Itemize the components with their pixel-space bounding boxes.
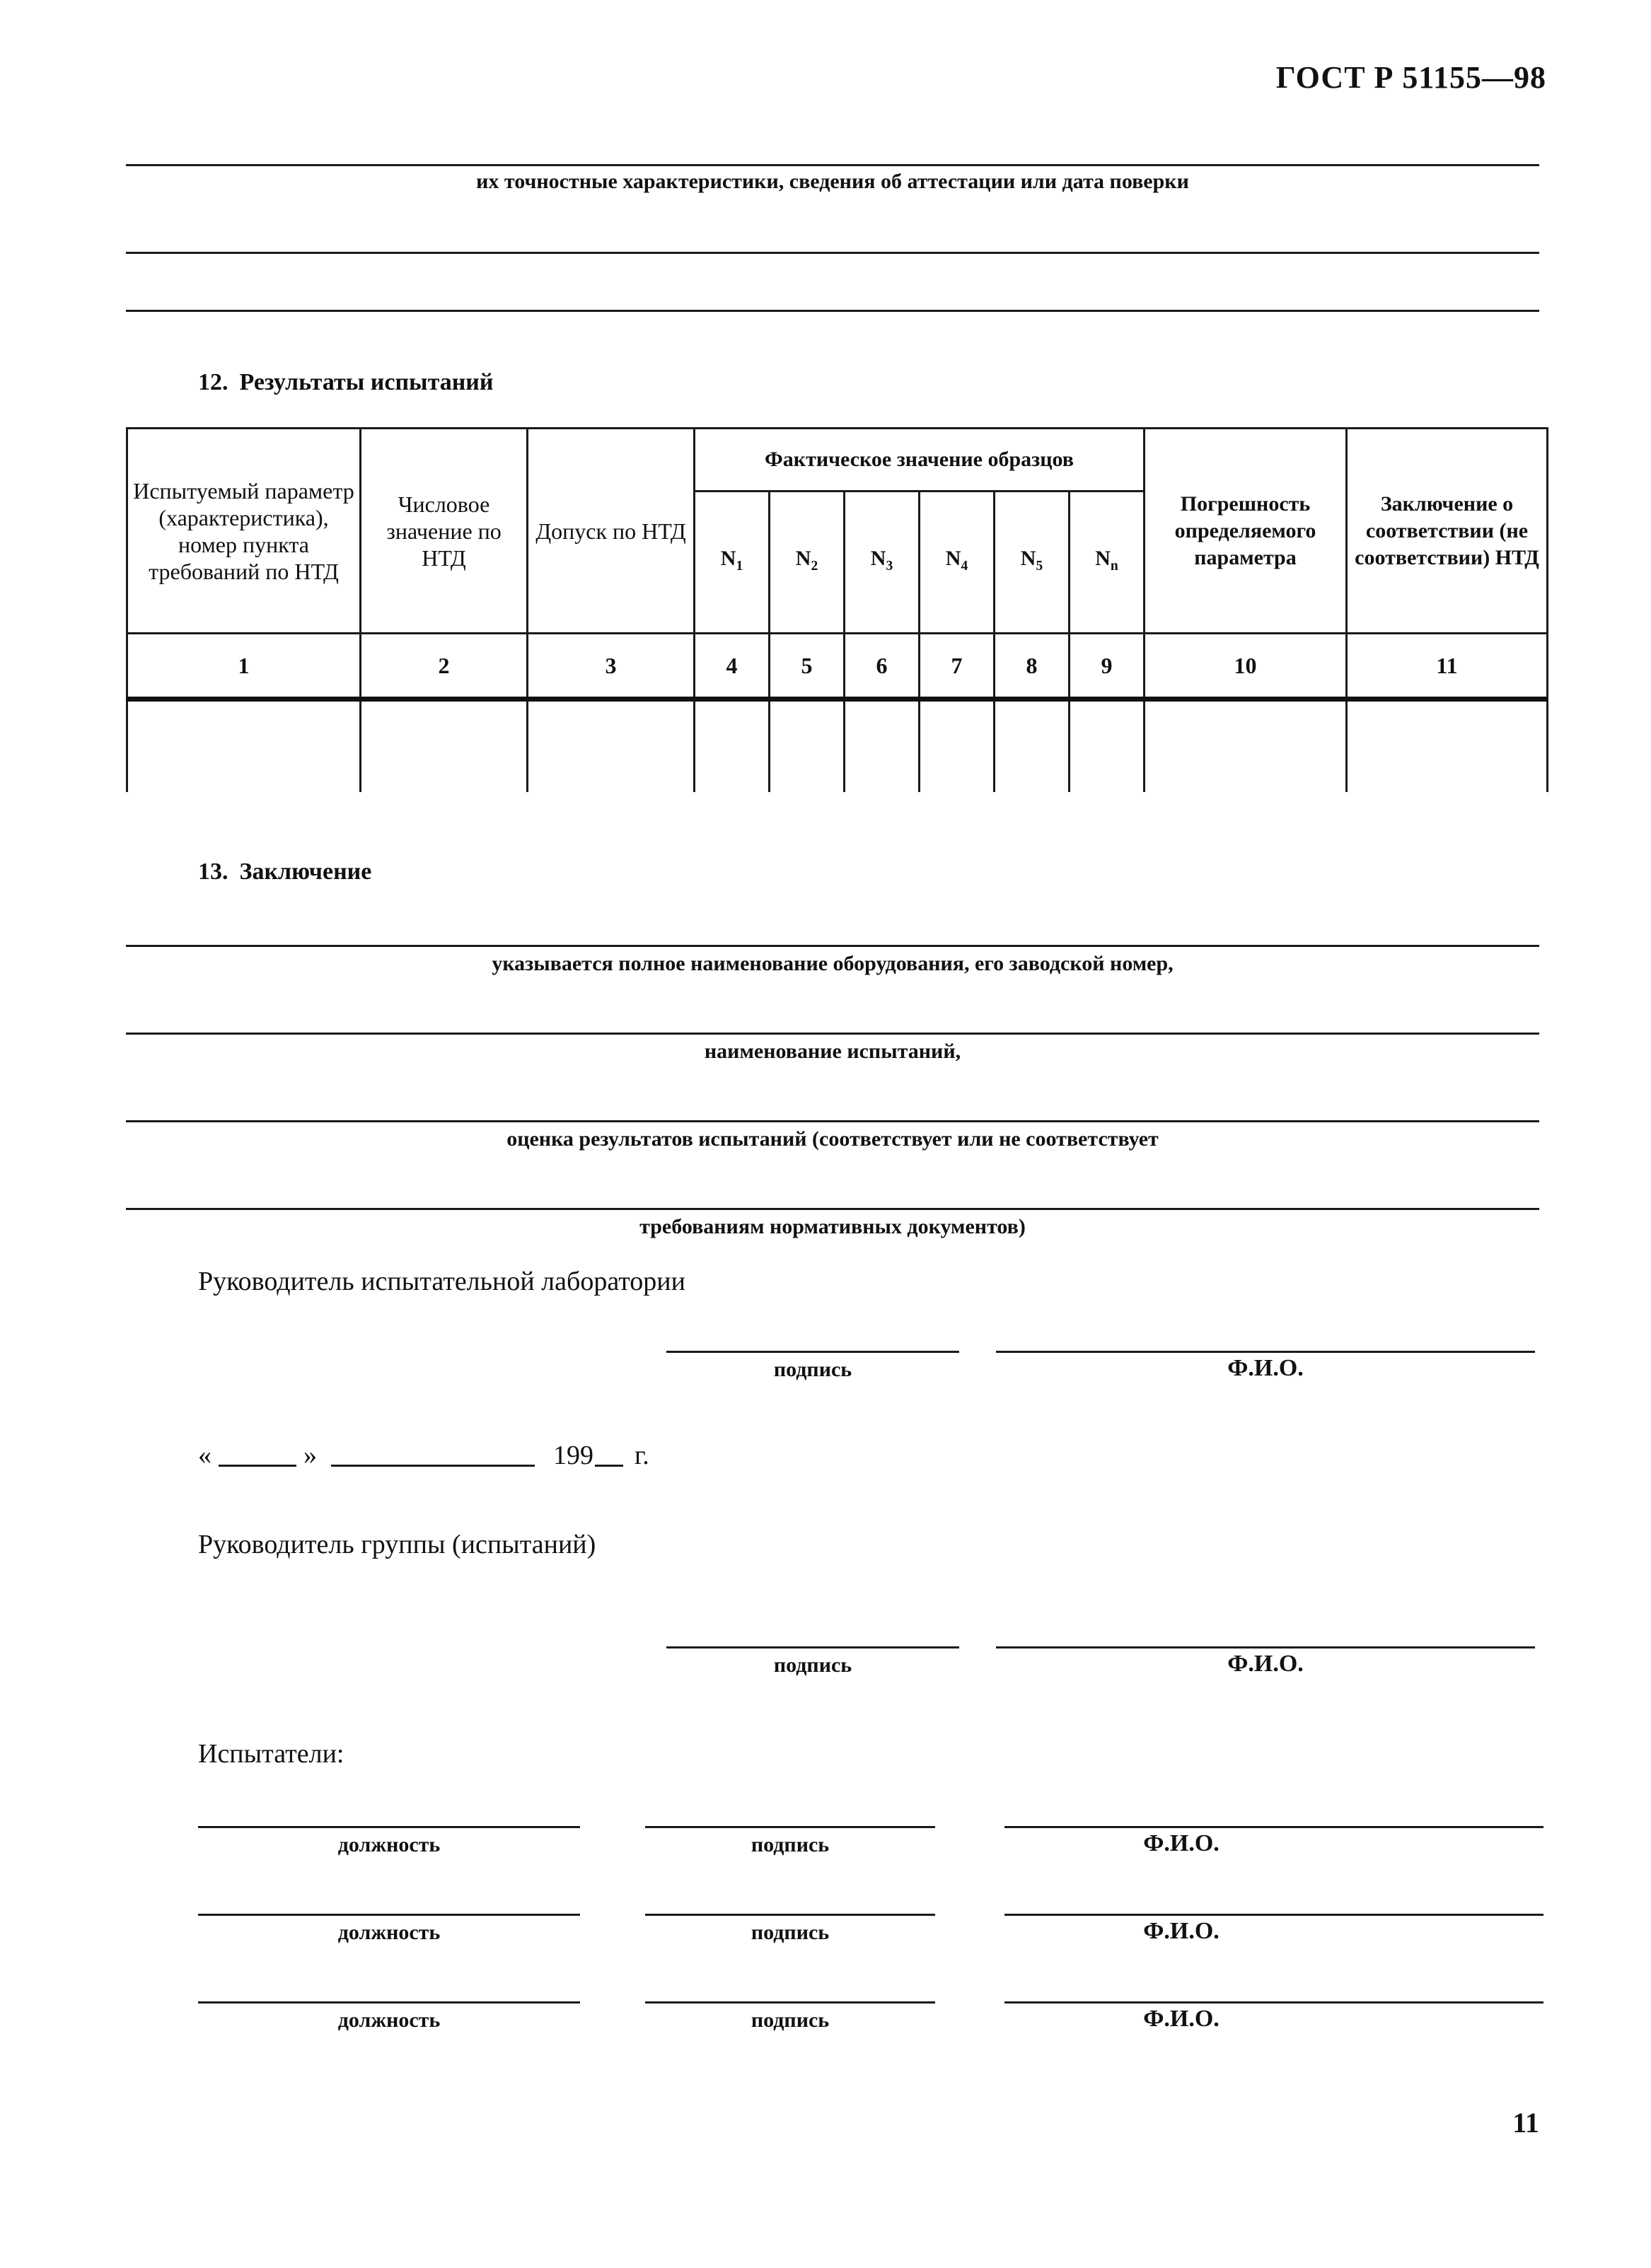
table-cell (845, 699, 920, 793)
signature-caption: подпись (751, 2008, 830, 2032)
column-number: 8 (995, 634, 1070, 699)
column-number: 1 (127, 634, 361, 699)
sample-header-cell: $N_n$ (1070, 492, 1145, 634)
name-line (1004, 2001, 1543, 2004)
signature-line (645, 1826, 935, 1828)
position-caption: должность (337, 1921, 441, 1944)
signature-line (645, 2001, 935, 2004)
year-prefix: 199 (553, 1441, 593, 1470)
fill-line (126, 1208, 1539, 1210)
section-13-number: 13. (198, 859, 228, 885)
open-quote: « (198, 1441, 212, 1470)
group-head-label: Руководитель группы (испытаний) (198, 1530, 596, 1559)
month-blank (331, 1465, 535, 1467)
table-cell (1145, 699, 1347, 793)
section-12-label: Результаты испытаний (239, 369, 494, 395)
fill-line (126, 164, 1539, 166)
name-caption: Ф.И.О. (1227, 1355, 1304, 1381)
column-number: 11 (1347, 634, 1548, 699)
signature-caption: подпись (773, 1358, 852, 1381)
section-12-number: 12. (198, 369, 228, 395)
header-cell-actual-values: Фактическое значение образцов (695, 429, 1145, 492)
signature-caption: подпись (751, 1833, 830, 1856)
column-number: 3 (528, 634, 695, 699)
table-cell (770, 699, 845, 793)
name-caption: Ф.И.О. (1143, 1918, 1220, 1944)
section-13-title (198, 859, 371, 885)
column-number: 6 (845, 634, 920, 699)
position-caption: должность (337, 1833, 441, 1856)
table-cell (361, 699, 528, 793)
name-line (1004, 1826, 1543, 1828)
position-line (198, 1914, 580, 1916)
column-number-row (127, 634, 1548, 699)
column-number: 4 (695, 634, 770, 699)
lab-head-label: Руководитель испытательной лаборатории (198, 1267, 685, 1296)
day-blank (219, 1465, 296, 1467)
document-code: ГОСТ Р 51155—98 (1275, 60, 1546, 95)
header-cell-error: Погрешность определяемого параметра (1145, 429, 1347, 634)
fill-line-caption: оценка результатов испытаний (соответствует или не соответствует (506, 1127, 1159, 1151)
column-number: 9 (1070, 634, 1145, 699)
fill-line (126, 310, 1539, 312)
results-table (126, 427, 1548, 792)
sample-header-cell: $N_1$ (695, 492, 770, 634)
fill-line-caption: их точностные характеристики, сведения об аттестации или дата поверки (476, 170, 1189, 193)
fill-line-caption: наименование испытаний, (704, 1040, 961, 1063)
fill-line (126, 945, 1539, 947)
section-12-title (198, 369, 493, 396)
header-cell-numeric-value: Числовое значение по НТД (361, 429, 528, 634)
sample-header-cell: $N_3$ (845, 492, 920, 634)
header-cell-tolerance: Допуск по НТД (528, 429, 695, 634)
fill-line (126, 1033, 1539, 1035)
column-number: 7 (920, 634, 995, 699)
table-cell (1347, 699, 1548, 793)
table-header-row (127, 429, 1548, 492)
date-line (198, 1440, 649, 1471)
header-cell-conclusion: Заключение о соответствии (не соответствии) НТД (1347, 429, 1548, 634)
column-number: 10 (1145, 634, 1347, 699)
column-number: 2 (361, 634, 528, 699)
table-cell (1070, 699, 1145, 793)
column-number: 5 (770, 634, 845, 699)
table-cell (127, 699, 361, 793)
name-caption: Ф.И.О. (1143, 2006, 1220, 2032)
signature-caption: подпись (751, 1921, 830, 1944)
close-quote: » (303, 1441, 317, 1470)
sample-header-cell: $N_5$ (995, 492, 1070, 634)
sample-header-cell: $N_2$ (770, 492, 845, 634)
table-cell (528, 699, 695, 793)
signature-line (666, 1646, 959, 1648)
year-suffix: г. (635, 1441, 649, 1470)
section-13-label: Заключение (239, 859, 372, 885)
testers-label: Испытатели: (198, 1739, 344, 1769)
name-caption: Ф.И.О. (1227, 1651, 1304, 1677)
table-data-row (127, 699, 1548, 793)
signature-caption: подпись (773, 1653, 852, 1677)
signature-line (645, 1914, 935, 1916)
sample-header-cell: $N_4$ (920, 492, 995, 634)
fill-line-caption: указывается полное наименование оборудования, его заводской номер, (492, 952, 1174, 975)
header-cell-parameter: Испытуемый параметр (характеристика), номер пункта требований по НТД (127, 429, 361, 634)
year-blank (595, 1465, 623, 1467)
table-cell (920, 699, 995, 793)
fill-line (126, 1120, 1539, 1122)
name-caption: Ф.И.О. (1143, 1830, 1220, 1856)
table-cell (995, 699, 1070, 793)
name-line (996, 1351, 1535, 1353)
signature-line (666, 1351, 959, 1353)
page-number: 11 (1512, 2107, 1539, 2139)
name-line (996, 1646, 1535, 1648)
position-line (198, 1826, 580, 1828)
table-cell (695, 699, 770, 793)
fill-line (126, 252, 1539, 254)
fill-line-caption: требованиям нормативных документов) (639, 1215, 1026, 1238)
position-caption: должность (337, 2008, 441, 2032)
name-line (1004, 1914, 1543, 1916)
position-line (198, 2001, 580, 2004)
